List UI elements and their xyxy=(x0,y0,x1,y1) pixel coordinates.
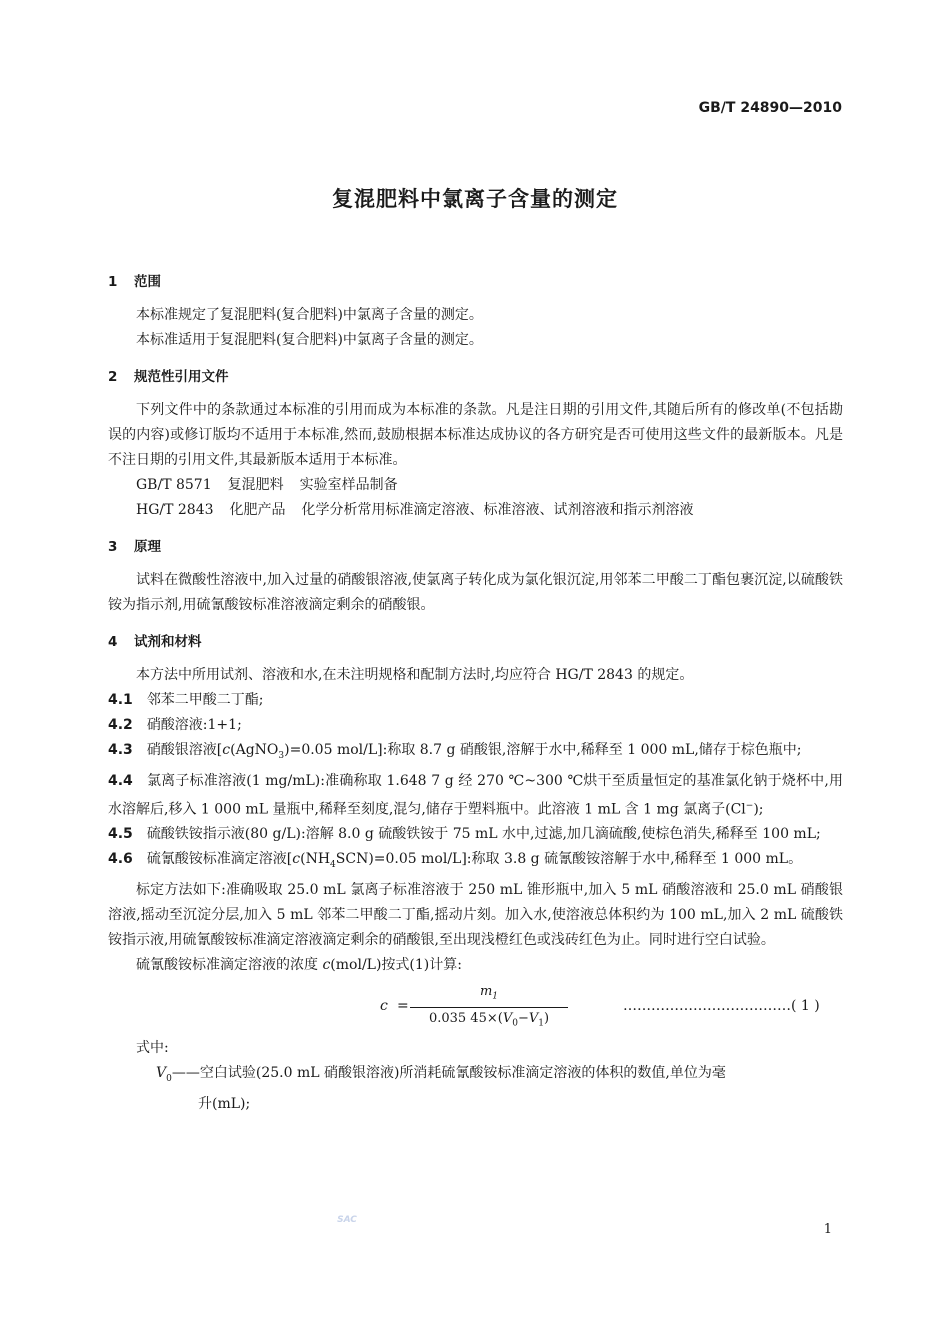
subscript: 3 xyxy=(278,750,285,761)
reference-item xyxy=(108,498,843,523)
numerator-symbol: m xyxy=(479,984,493,1000)
formula-numerator xyxy=(410,982,568,1008)
reference-code: HG/T 2843 xyxy=(136,502,214,518)
list-item xyxy=(108,847,843,878)
reference-name: 复混肥料 xyxy=(227,477,284,493)
formula-number xyxy=(623,994,820,1019)
formula-equals: = xyxy=(397,998,409,1015)
subscript: 4 xyxy=(330,860,336,871)
item-text: 硫氰酸铵标准滴定溶液[ xyxy=(146,851,293,868)
list-item xyxy=(108,713,843,738)
document-body xyxy=(108,258,843,1117)
item-number: 4.2 xyxy=(108,717,133,733)
paragraph: 本方法中所用试剂、溶液和水,在未注明规格和配制方法时,均应符合 HG/T 2843 的规定。 xyxy=(136,667,694,683)
text: 硫氰酸铵标准滴定溶液的浓度 xyxy=(136,957,323,974)
sac-logo-icon: SAC xyxy=(337,1215,357,1225)
standard-code: GB/T 24890—2010 xyxy=(698,100,842,116)
section-number: 1 xyxy=(108,274,118,290)
minus-sign: − xyxy=(517,1010,529,1026)
definition-continuation: 升(mL); xyxy=(198,1096,251,1113)
list-item xyxy=(108,738,843,769)
section-heading-3 xyxy=(108,535,843,560)
paragraph: 下列文件中的条款通过本标准的引用而成为本标准的条款。凡是注日期的引用文件,其随后所有的修改单(不包括勘误的内容)或修订版均不适用于本标准,然而,鼓励根据本标准达成协议的各方研究是否可使用这些文件的最新版本。凡是不注日期的引用文件,其最新版本适用于本标准。 xyxy=(108,402,843,468)
subscript: 0 xyxy=(166,1074,172,1085)
symbol-c: c xyxy=(292,851,301,868)
reference-title: 化学分析常用标准滴定溶液、标准溶液、试剂溶液和指示剂溶液 xyxy=(301,502,694,518)
formula-1 xyxy=(108,982,843,1034)
subscript: 1 xyxy=(538,1018,544,1029)
symbol-v0: V xyxy=(502,1010,513,1026)
formula-fraction xyxy=(410,982,568,1034)
page-number: 1 xyxy=(823,1222,832,1237)
section-heading-2 xyxy=(108,365,843,390)
item-text: 邻苯二甲酸二丁酯; xyxy=(146,692,264,708)
item-number: 4.3 xyxy=(108,742,133,758)
section-title: 试剂和材料 xyxy=(134,634,202,650)
section-title: 规范性引用文件 xyxy=(134,369,229,385)
item-text: 硫酸铁铵指示液(80 g/L):溶解 8.0 g 硫酸铁铵于 75 mL 水中,过滤,加几滴硫酸,使棕色消失,稀释至 100 mL; xyxy=(146,826,821,843)
where-label: 式中: xyxy=(136,1040,169,1057)
paragraph: 本标准规定了复混肥料(复合肥料)中氯离子含量的测定。 xyxy=(136,307,483,323)
list-item xyxy=(108,769,843,823)
item-text: )=0.05 mol/L]:称取 8.7 g 硝酸银,溶解于水中,稀释至 1 000 mL,储存于棕色瓶中; xyxy=(284,742,802,758)
paragraph: 试料在微酸性溶液中,加入过量的硝酸银溶液,使氯离子转化成为氯化银沉淀,用邻苯二甲酸二丁酯包裹沉淀,以硫酸铁铵为指示剂,用硫氰酸铵标准溶液滴定剩余的硝酸银。 xyxy=(108,572,843,613)
section-title: 原理 xyxy=(134,539,161,555)
subscript: 0 xyxy=(512,1018,518,1029)
section-heading-1 xyxy=(108,270,843,295)
item-text: (AgNO xyxy=(230,742,279,758)
definition-text: ——空白试验(25.0 mL 硝酸银溶液)所消耗硫氰酸铵标准滴定溶液的体积的数值,单位为毫 xyxy=(171,1065,726,1082)
paragraph: 本标准适用于复混肥料(复合肥料)中氯离子含量的测定。 xyxy=(136,332,483,348)
section-number: 2 xyxy=(108,369,118,385)
section-number: 3 xyxy=(108,539,118,555)
symbol-definition xyxy=(108,1061,843,1092)
item-number: 4.5 xyxy=(108,826,133,843)
paragraph xyxy=(108,953,843,978)
item-number: 4.1 xyxy=(108,692,133,708)
document-title: 复混肥料中氯离子含量的测定 xyxy=(332,187,618,211)
formula-denominator xyxy=(410,1008,568,1035)
item-text: 氯离子标准溶液(1 mg/mL):准确称取 1.648 7 g 经 270 ℃~300 ℃烘干至质量恒定的基准氯化钠于烧杯中,用水溶解后,移入 1 000 mL 量瓶中,稀释至刻度,混匀,储存于塑料瓶中。此溶液 1 mL 含 1 mg 氯离子(Cl xyxy=(108,772,843,818)
symbol-c: c xyxy=(222,742,231,758)
item-text: (NH xyxy=(300,851,331,868)
leader-dots: ……………………………… xyxy=(623,998,791,1015)
text: (mol/L)按式(1)计算: xyxy=(330,957,462,974)
superscript: − xyxy=(745,800,754,811)
reference-name: 化肥产品 xyxy=(229,502,286,518)
section-number: 4 xyxy=(108,634,118,650)
symbol-v0: V xyxy=(156,1065,167,1082)
reference-title: 实验室样品制备 xyxy=(299,477,398,493)
denominator-text: ) xyxy=(543,1010,550,1026)
item-number: 4.4 xyxy=(108,772,133,789)
symbol-c: c xyxy=(322,957,331,974)
item-number: 4.6 xyxy=(108,851,133,868)
item-text: SCN)=0.05 mol/L]:称取 3.8 g 硫氰酸铵溶解于水中,稀释至 1 000 mL。 xyxy=(335,851,803,868)
section-heading-4 xyxy=(108,630,843,655)
paragraph: 标定方法如下:准确吸取 25.0 mL 氯离子标准溶液于 250 mL 锥形瓶中,加入 5 mL 硝酸溶液和 25.0 mL 硝酸银溶液,摇动至沉淀分层,加入 5 mL 邻苯二甲酸二丁酯,摇动片刻。加入水,使溶液总体积约为 100 mL,加入 2 mL 硫酸铁铵指示液,用硫氰酸铵标准滴定溶液滴定剩余的硝酸银,至出现浅橙红色或浅砖红色为止。同时进行空白试验。 xyxy=(108,882,843,949)
denominator-text: 0.035 45×( xyxy=(428,1010,503,1026)
equation-label: ( 1 ) xyxy=(791,998,820,1015)
reference-code: GB/T 8571 xyxy=(136,477,212,493)
section-title: 范围 xyxy=(134,274,161,290)
formula-lhs: c xyxy=(380,998,388,1015)
symbol-v1: V xyxy=(528,1010,539,1026)
subscript: 1 xyxy=(492,991,499,1002)
reference-item xyxy=(108,473,843,498)
list-item xyxy=(108,688,843,713)
item-text: 硝酸溶液:1+1; xyxy=(146,717,242,733)
list-item xyxy=(108,822,843,847)
item-text: 硝酸银溶液[ xyxy=(146,742,223,758)
item-text: ); xyxy=(753,801,764,818)
